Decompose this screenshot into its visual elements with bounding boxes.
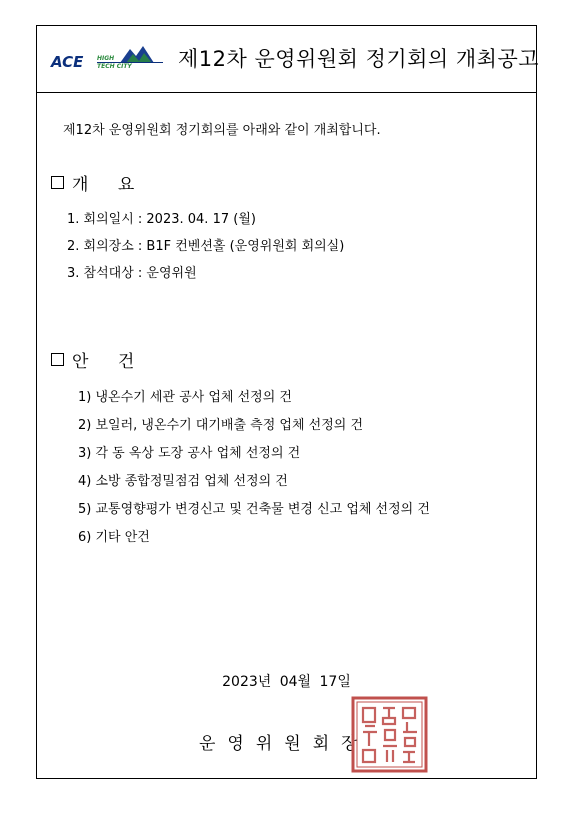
notice-title: 제12차 운영위원회 정기회의 개최공고 (178, 47, 540, 71)
agenda-item: 5) 교통영향평가 변경신고 및 건축물 변경 신고 업체 선정의 건 (78, 502, 430, 517)
logo-sub-text-1: HIGH (97, 55, 115, 62)
official-seal-icon (351, 696, 428, 773)
overview-heading (51, 170, 146, 195)
notice-header (37, 26, 540, 93)
agenda-item: 2) 보일러, 냉온수기 대기배출 측정 업체 선정의 건 (78, 418, 364, 433)
notice-date: 2023년 04월 17일 (222, 674, 351, 690)
overview-list (67, 208, 344, 289)
agenda-item: 4) 소방 종합정밀점검 업체 선정의 건 (78, 474, 288, 489)
overview-heading-label: 개 요 (72, 175, 147, 195)
agenda-item: 1) 냉온수기 세관 공사 업체 선정의 건 (78, 390, 292, 405)
logo-main-text: ACE (51, 53, 84, 71)
agenda-list (78, 386, 430, 554)
agenda-item: 3) 각 동 옥상 도장 공사 업체 선정의 건 (78, 446, 301, 461)
agenda-heading (51, 347, 146, 372)
notice-frame (36, 25, 540, 779)
logo-sub-text-2: TECH CITY (97, 63, 132, 70)
agenda-heading-label: 안 건 (72, 352, 147, 372)
checkbox-icon (51, 353, 64, 366)
checkbox-icon (51, 176, 64, 189)
overview-item: 3. 참석대상 : 운영위원 (67, 266, 197, 281)
signer-name: 운영위원회장 (199, 734, 370, 754)
agenda-item: 6) 기타 안건 (78, 530, 150, 545)
overview-item: 1. 회의일시 : 2023. 04. 17 (월) (67, 212, 256, 227)
ace-high-tech-city-logo (50, 43, 166, 75)
intro-text: 제12차 운영위원회 정기회의를 아래와 같이 개최합니다. (63, 123, 381, 138)
overview-item: 2. 회의장소 : B1F 컨벤션홀 (운영위원회 회의실) (67, 239, 345, 254)
